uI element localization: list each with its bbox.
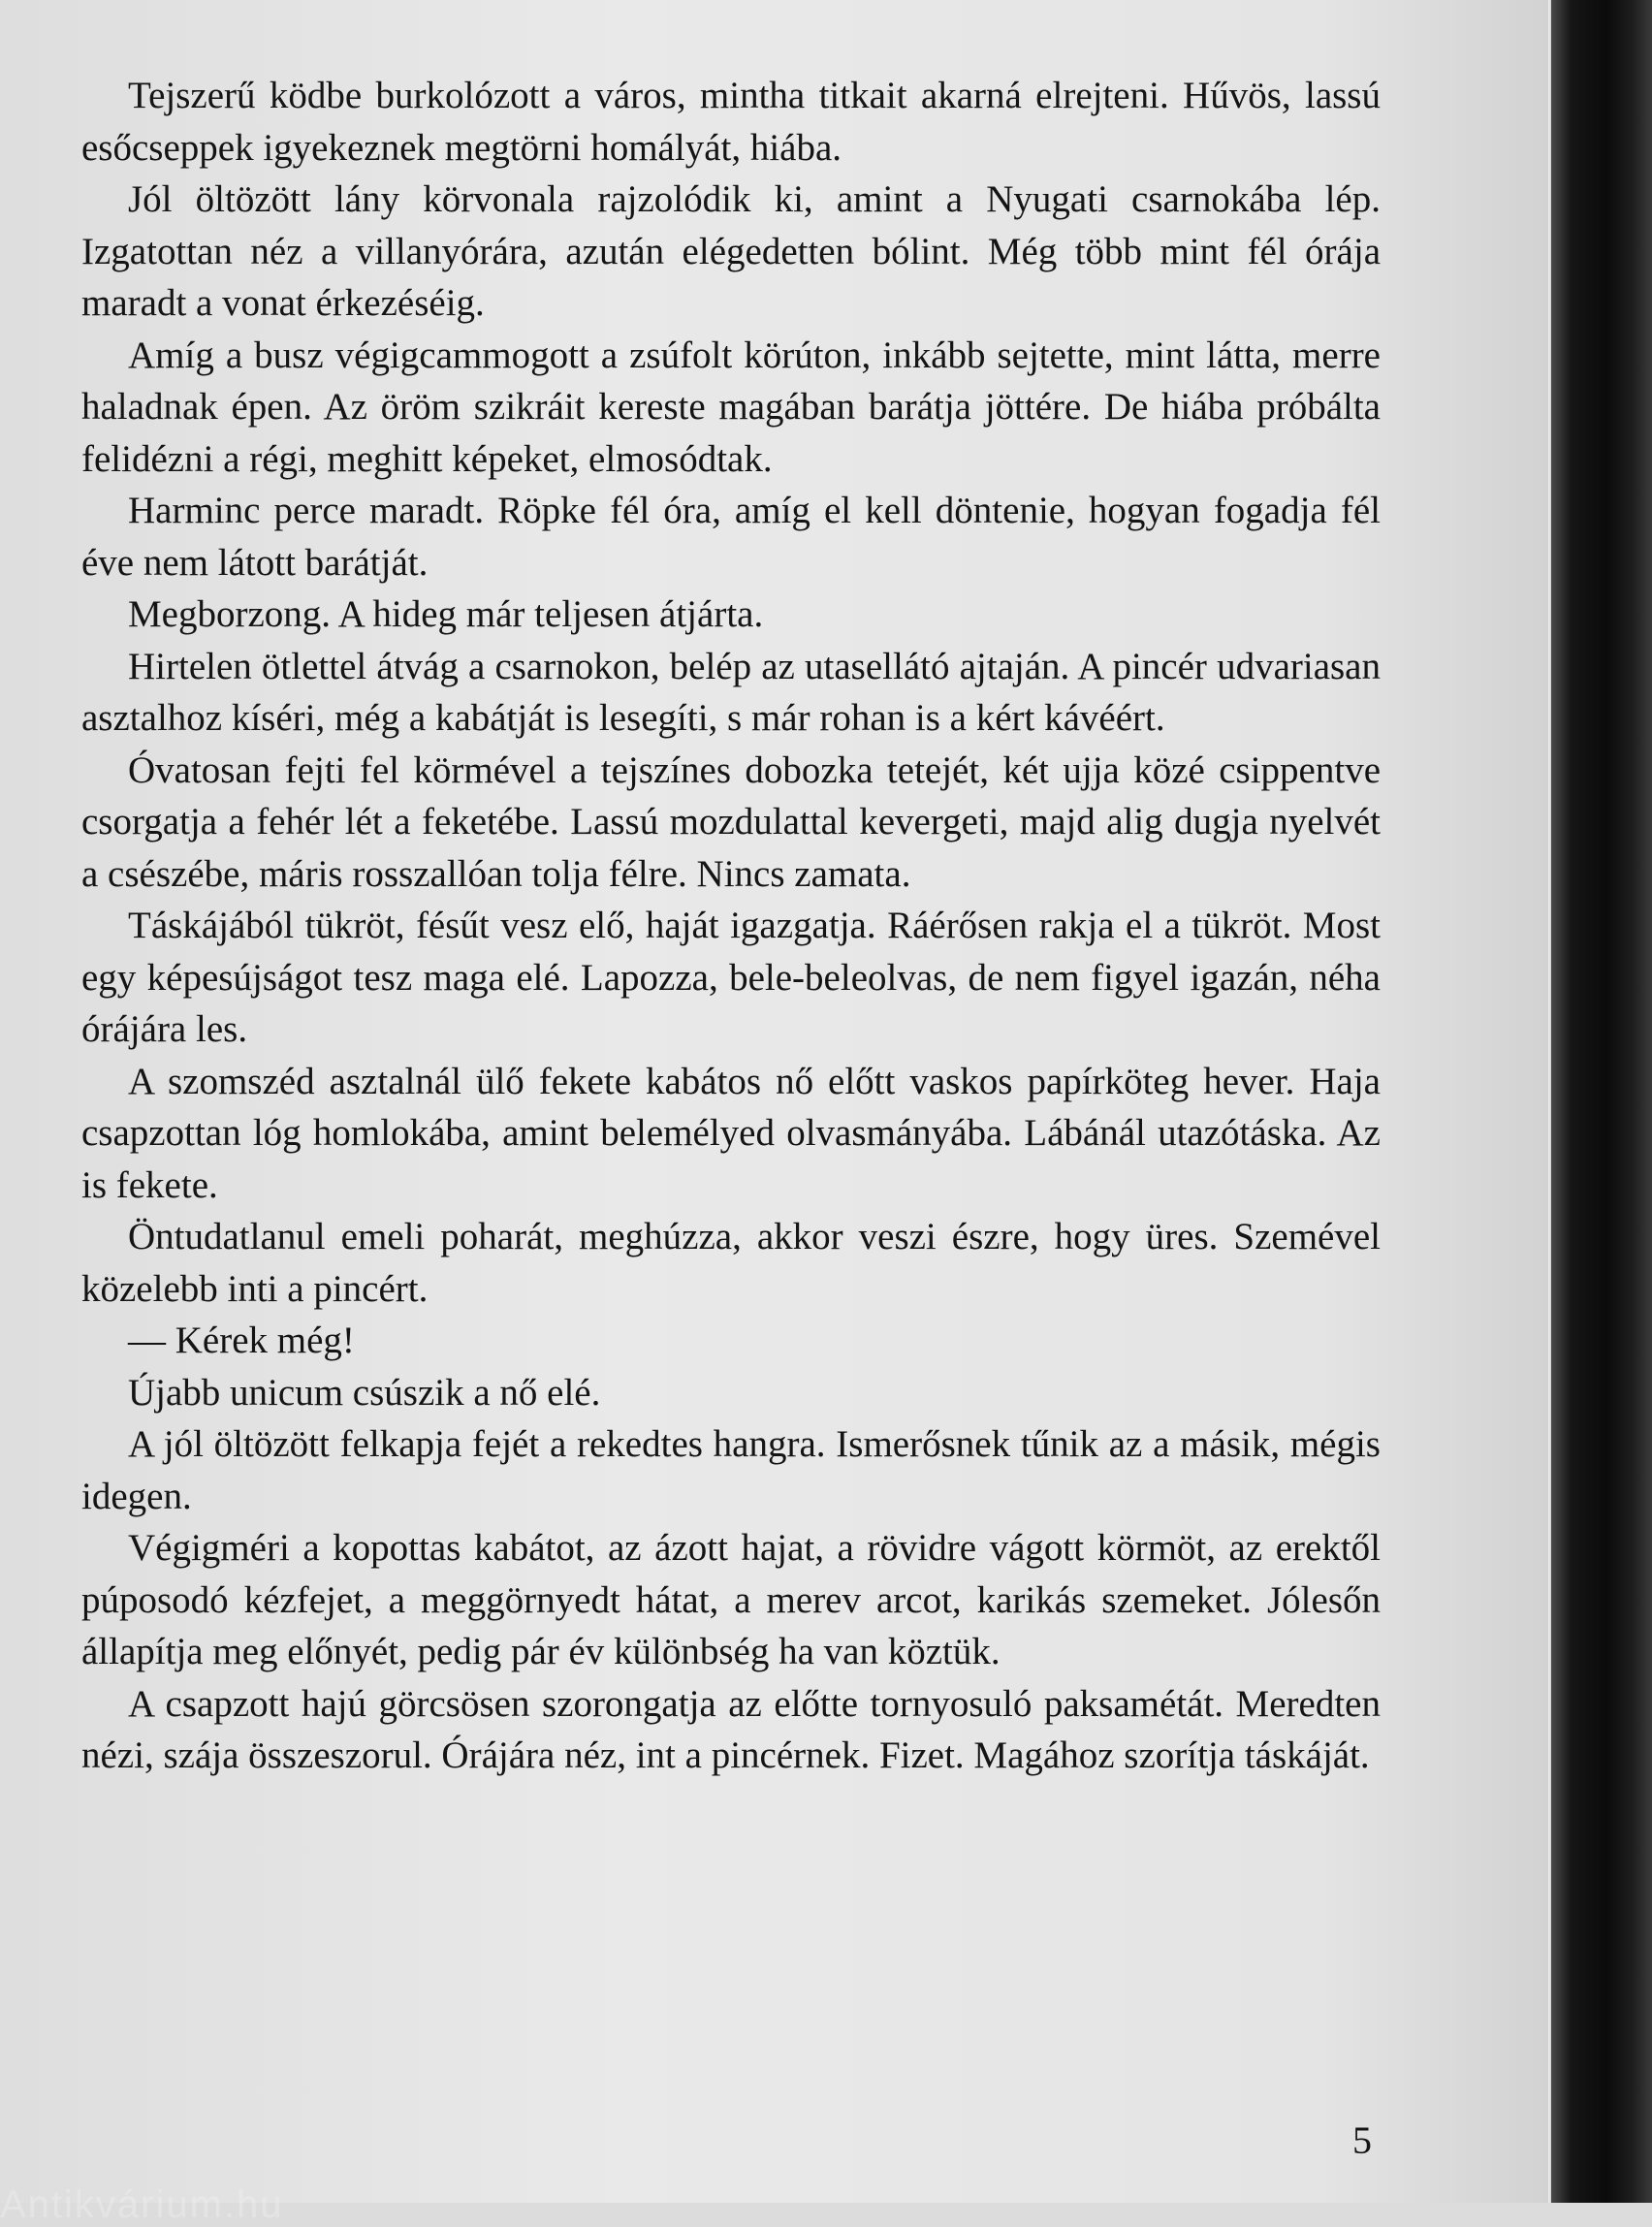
paragraph: Harminc perce maradt. Röpke fél óra, amíg el kell döntenie, hogyan fogadja fél éve nem látott barátját. [81, 490, 1381, 584]
paragraph: Óvatosan fejti fel körmével a tejszínes dobozka tetejét, két ujja közé csippentve csorgatja a fehér lét a feketébe. Lassú mozdulattal kevergeti, majd alig dugja nyelvét a csészébe, máris rosszallóan tolja félre. Nincs zamata. [81, 748, 1381, 895]
paragraph: Újabb unicum csúszik a nő elé. [128, 1371, 601, 1414]
paragraph: Tejszerű ködbe burkolózott a város, mintha titkait akarná elrejteni. Hűvös, lassú esőcseppek igyekeznek megtörni homályát, hiába. [81, 75, 1381, 169]
paragraph: A szomszéd asztalnál ülő fekete kabátos nő előtt vaskos papírköteg hever. Haja csapzottan lóg homlokába, amint belemélyed olvasmányába. Lábánál utazótáska. Az is fekete. [81, 1060, 1381, 1206]
paragraph: A jól öltözött felkapja fejét a rekedtes hangra. Ismerősnek tűnik az a másik, mégis idegen. [81, 1423, 1381, 1517]
paragraph: Öntudatlanul emeli poharát, meghúzza, akkor veszi észre, hogy üres. Szemével közelebb inti a pincért. [81, 1216, 1381, 1310]
book-binding [1551, 0, 1652, 2203]
paragraph: Táskájából tükröt, fésűt vesz elő, haját igazgatja. Ráérősen rakja el a tükröt. Most egy képesújságot tesz maga elé. Lapozza, bele-beleolvas, de nem figyel igazán, néha órájára les. [81, 905, 1381, 1050]
paragraph: Amíg a busz végigcammogott a zsúfolt körúton, inkább sejtette, mint látta, merre haladnak épen. Az öröm szikráit kereste magában barátja jöttére. De hiába próbálta felidézni a régi, meghitt képeket, elmosódtak. [81, 334, 1381, 480]
paragraph: Hirtelen ötlettel átvág a csarnokon, belép az utasellátó ajtaján. A pincér udvariasan asztalhoz kíséri, még a kabátját is lesegíti, s már rohan is a kért kávéért. [81, 645, 1381, 739]
watermark: Antikvárium.hu [0, 2183, 284, 2226]
paragraph: Megborzong. A hideg már teljesen átjárta. [128, 593, 764, 635]
paragraph: A csapzott hajú görcsösen szorongatja az előtte tornyosuló paksamétát. Meredten nézi, szája összeszorul. Órájára néz, int a pincérnek. Fizet. Magához szorítja táskáját. [81, 1682, 1381, 1776]
body-text [81, 70, 1381, 1782]
page-number: 5 [1352, 2118, 1372, 2162]
paragraph: Jól öltözött lány körvonala rajzolódik ki, amint a Nyugati csarnokába lép. Izgatottan néz a villanyórára, azután elégedetten bólint. Még több mint fél órája maradt a vonat érkezéséig. [81, 178, 1381, 324]
paragraph: Végigméri a kopottas kabátot, az ázott hajat, a rövidre vágott körmöt, az erektől púposodó kézfejet, a meggörnyedt hátat, a merev arcot, karikás szemeket. Jólesőn állapítja meg előnyét, pedig pár év különbség ha van köztük. [81, 1527, 1381, 1672]
dialogue-line: — Kérek még! [128, 1320, 355, 1361]
